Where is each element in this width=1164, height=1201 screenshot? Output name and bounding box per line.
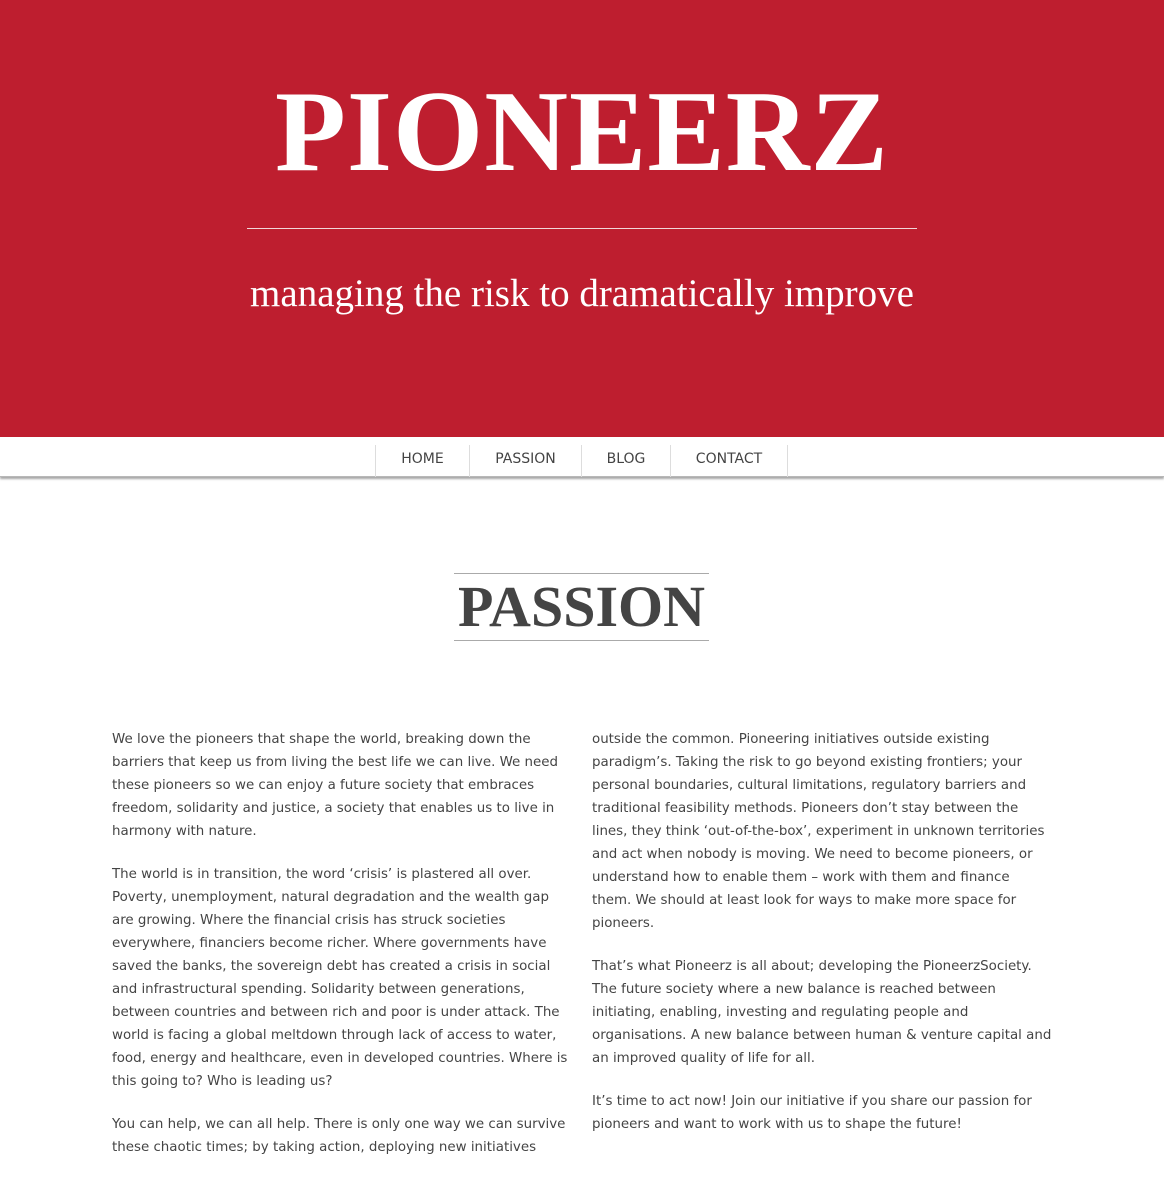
paragraph: You can help, we can all help. There is only one way we can survive these chaotic times; by taking action, deploying new initiatives — [112, 1117, 566, 1155]
site-title[interactable]: PIONEERZ — [275, 68, 889, 196]
paragraph: That’s what Pioneerz is all about; developing the PioneerzSociety. The future society where a new balance is reached between initiating, enabling, investing and regulating people and organisations. A new balance between human & venture capital and an improved quality of life for all. — [592, 959, 1052, 1066]
paragraph: It’s time to act now! Join our initiative if you share our passion for pioneers and want to work with us to shape the future! — [592, 1094, 1032, 1132]
title-divider — [247, 228, 917, 229]
content-column-left — [112, 728, 572, 1179]
nav-item-contact[interactable]: CONTACT — [671, 445, 788, 477]
paragraph: outside the common. Pioneering initiatives outside existing paradigm’s. Taking the risk to go beyond existing frontiers; your personal boundaries, cultural limitations, regulatory barriers and traditional feasibility methods. Pioneers don’t stay between the lines, they think ‘out-of-the-box’, experiment in unknown territories and act when nobody is moving. We need to become pioneers, or understand how to enable them – work with them and finance them. We should at least look for ways to make more space for pioneers. — [592, 732, 1045, 931]
nav-item-home[interactable]: HOME — [376, 445, 470, 477]
page-title: PASSION — [457, 574, 706, 639]
nav-menu — [375, 445, 788, 477]
page-heading-frame — [454, 573, 709, 641]
paragraph: The world is in transition, the word ‘crisis’ is plastered all over. Poverty, unemployment, natural degradation and the wealth gap are growing. Where the financial crisis has struck societies everywhere, financiers become richer. Where governments have saved the banks, the sovereign debt has created a crisis in social and infrastructural spending. Solidarity between generations, between countries and between rich and poor is under attack. The world is facing a global meltdown through lack of access to water, food, energy and healthcare, even in developed countries. Where is this going to? Who is leading us? — [112, 867, 568, 1089]
main-navigation — [0, 437, 1164, 477]
content-column-right — [592, 728, 1052, 1156]
site-header — [0, 0, 1164, 437]
nav-item-blog[interactable]: BLOG — [582, 445, 671, 477]
paragraph: We love the pioneers that shape the world, breaking down the barriers that keep us from living the best life we can live. We need these pioneers so we can enjoy a future society that embraces freedom, solidarity and justice, a society that enables us to live in harmony with nature. — [112, 732, 558, 839]
site-tagline: managing the risk to dramatically improve — [250, 272, 914, 315]
nav-item-passion[interactable]: PASSION — [470, 445, 582, 477]
